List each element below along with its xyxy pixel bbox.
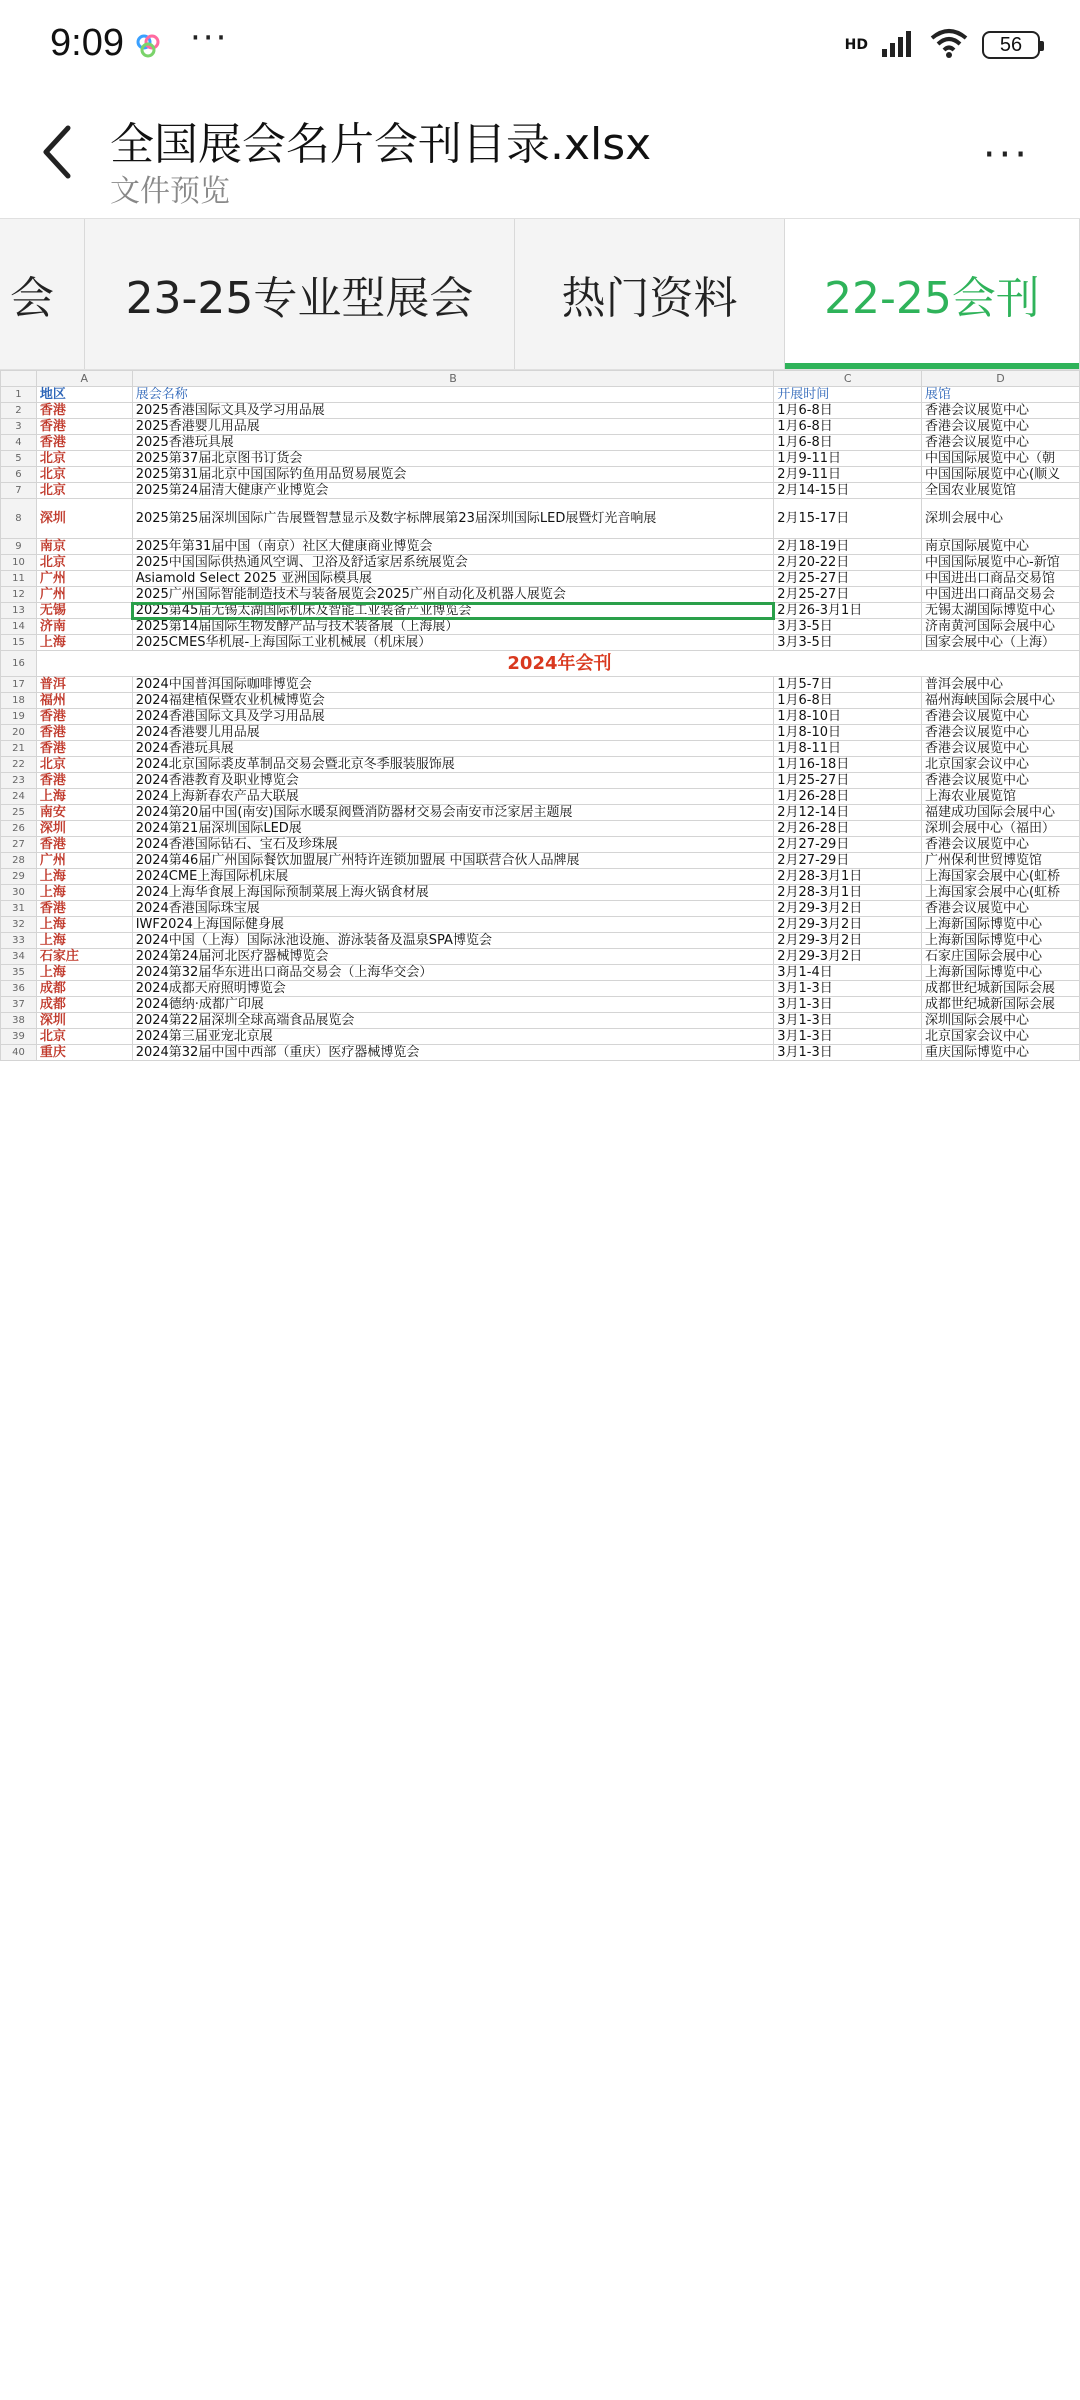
cell-exhibition-name[interactable]: 2024第32届中国中西部（重庆）医疗器械博览会 <box>132 1045 774 1061</box>
tab-hot-materials[interactable]: 热门资料 <box>515 219 785 369</box>
row-number: 16 <box>1 651 37 677</box>
table-row[interactable] <box>1 853 1080 869</box>
table-row[interactable] <box>1 483 1080 499</box>
header-venue[interactable]: 展馆 <box>922 387 1080 403</box>
cell-venue[interactable]: 石家庄国际会展中心 <box>922 949 1080 965</box>
table-row[interactable] <box>1 837 1080 853</box>
spreadsheet-table <box>0 370 1080 1061</box>
cell-venue[interactable]: 中国国际展览中心（朝 <box>922 451 1080 467</box>
cell-venue[interactable]: 深圳会展中心（福田） <box>922 821 1080 837</box>
cell-exhibition-name[interactable]: 2024中国普洱国际咖啡博览会 <box>132 677 774 693</box>
table-row[interactable] <box>1 419 1080 435</box>
cell-region[interactable]: 广州 <box>36 853 132 869</box>
row-number: 20 <box>1 725 37 741</box>
cell-date[interactable]: 3月1-3日 <box>774 997 922 1013</box>
cell-exhibition-name[interactable]: 2025香港国际文具及学习用品展 <box>132 403 774 419</box>
cell-venue[interactable]: 香港会议展览中心 <box>922 741 1080 757</box>
cell-date[interactable]: 1月9-11日 <box>774 451 922 467</box>
row-number: 31 <box>1 901 37 917</box>
cell-date[interactable]: 1月16-18日 <box>774 757 922 773</box>
cell-region[interactable]: 香港 <box>36 435 132 451</box>
table-row[interactable] <box>1 917 1080 933</box>
cell-region[interactable]: 香港 <box>36 725 132 741</box>
cell-venue[interactable]: 济南黄河国际会展中心 <box>922 619 1080 635</box>
cell-date[interactable]: 2月27-29日 <box>774 837 922 853</box>
cell-region[interactable]: 普洱 <box>36 677 132 693</box>
row-number: 11 <box>1 571 37 587</box>
cell-venue[interactable]: 香港会议展览中心 <box>922 725 1080 741</box>
table-row[interactable] <box>1 933 1080 949</box>
cell-date[interactable]: 3月1-4日 <box>774 965 922 981</box>
cell-date[interactable]: 2月28-3月1日 <box>774 869 922 885</box>
hd-indicator: HD <box>844 37 868 53</box>
column-header-row <box>1 371 1080 387</box>
section-header-row <box>1 651 1080 677</box>
table-row[interactable] <box>1 773 1080 789</box>
app-header <box>0 90 1080 210</box>
cell-venue[interactable]: 香港会议展览中心 <box>922 419 1080 435</box>
row-number: 39 <box>1 1029 37 1045</box>
table-row[interactable] <box>1 635 1080 651</box>
row-number: 26 <box>1 821 37 837</box>
cell-region[interactable]: 深圳 <box>36 821 132 837</box>
cell-region[interactable]: 香港 <box>36 403 132 419</box>
cell-exhibition-name[interactable]: 2024CME上海国际机床展 <box>132 869 774 885</box>
cell-venue[interactable]: 普洱会展中心 <box>922 677 1080 693</box>
cell-exhibition-name[interactable]: 2024香港教育及职业博览会 <box>132 773 774 789</box>
cell-date[interactable]: 2月29-3月2日 <box>774 949 922 965</box>
table-row[interactable] <box>1 587 1080 603</box>
table-row[interactable] <box>1 885 1080 901</box>
cell-region[interactable]: 上海 <box>36 635 132 651</box>
cell-region[interactable]: 北京 <box>36 555 132 571</box>
cell-region[interactable]: 香港 <box>36 741 132 757</box>
column-d-header[interactable]: D <box>922 371 1080 387</box>
row-number: 4 <box>1 435 37 451</box>
row-number: 3 <box>1 419 37 435</box>
row-number: 36 <box>1 981 37 997</box>
header-name[interactable]: 展会名称 <box>132 387 774 403</box>
row-number: 6 <box>1 467 37 483</box>
cell-venue[interactable]: 北京国家会议中心 <box>922 757 1080 773</box>
table-row[interactable] <box>1 693 1080 709</box>
cell-date[interactable]: 2月29-3月2日 <box>774 917 922 933</box>
cell-region[interactable]: 北京 <box>36 467 132 483</box>
row-number: 30 <box>1 885 37 901</box>
cell-venue[interactable]: 上海国家会展中心(虹桥 <box>922 869 1080 885</box>
row-number: 34 <box>1 949 37 965</box>
cell-venue[interactable]: 广州保利世贸博览馆 <box>922 853 1080 869</box>
cell-venue[interactable]: 香港会议展览中心 <box>922 901 1080 917</box>
cell-region[interactable]: 香港 <box>36 901 132 917</box>
cell-date[interactable]: 1月6-8日 <box>774 403 922 419</box>
cell-region[interactable]: 福州 <box>36 693 132 709</box>
row-number: 38 <box>1 1013 37 1029</box>
cell-exhibition-name[interactable]: 2024上海新春农产品大联展 <box>132 789 774 805</box>
cell-region[interactable]: 南京 <box>36 539 132 555</box>
table-row[interactable] <box>1 805 1080 821</box>
cell-venue[interactable]: 上海农业展览馆 <box>922 789 1080 805</box>
row-number: 7 <box>1 483 37 499</box>
row-number: 29 <box>1 869 37 885</box>
section-title[interactable]: 2024年会刊 <box>36 651 1079 677</box>
cell-venue[interactable]: 上海新国际博览中心 <box>922 965 1080 981</box>
table-row[interactable] <box>1 1013 1080 1029</box>
cell-region[interactable]: 重庆 <box>36 1045 132 1061</box>
row-number: 5 <box>1 451 37 467</box>
table-row[interactable] <box>1 725 1080 741</box>
cell-region[interactable]: 香港 <box>36 709 132 725</box>
cell-exhibition-name[interactable]: 2025年第31届中国（南京）社区大健康商业博览会 <box>132 539 774 555</box>
cell-region[interactable]: 香港 <box>36 773 132 789</box>
row-number: 12 <box>1 587 37 603</box>
table-row[interactable] <box>1 869 1080 885</box>
cell-region[interactable]: 上海 <box>36 869 132 885</box>
tab-22-25-catalogs[interactable]: 22-25会刊 <box>785 219 1080 369</box>
table-row[interactable] <box>1 603 1080 619</box>
cell-region[interactable]: 南安 <box>36 805 132 821</box>
cell-exhibition-name[interactable]: 2025中国国际供热通风空调、卫浴及舒适家居系统展览会 <box>132 555 774 571</box>
table-row[interactable] <box>1 571 1080 587</box>
table-row[interactable] <box>1 1029 1080 1045</box>
cell-region[interactable]: 石家庄 <box>36 949 132 965</box>
tab-23-25-exhibitions[interactable]: 23-25专业型展会 <box>85 219 515 369</box>
cell-date[interactable]: 2月12-14日 <box>774 805 922 821</box>
cell-region[interactable]: 上海 <box>36 917 132 933</box>
cell-date[interactable]: 2月9-11日 <box>774 467 922 483</box>
cell-venue[interactable]: 香港会议展览中心 <box>922 773 1080 789</box>
cell-date[interactable]: 2月26-28日 <box>774 821 922 837</box>
table-row[interactable] <box>1 1045 1080 1061</box>
cell-date[interactable]: 2月15-17日 <box>774 499 922 539</box>
cell-venue[interactable]: 上海新国际博览中心 <box>922 933 1080 949</box>
table-row[interactable] <box>1 435 1080 451</box>
cell-venue[interactable]: 福州海峡国际会展中心 <box>922 693 1080 709</box>
header-date[interactable]: 开展时间 <box>774 387 922 403</box>
cell-exhibition-name[interactable]: 2025广州国际智能制造技术与装备展览会2025广州自动化及机器人展览会 <box>132 587 774 603</box>
table-row[interactable] <box>1 709 1080 725</box>
cell-region[interactable]: 上海 <box>36 885 132 901</box>
cell-region[interactable]: 成都 <box>36 981 132 997</box>
app-notification-icon <box>135 33 161 59</box>
cell-date[interactable]: 1月8-10日 <box>774 709 922 725</box>
table-row[interactable] <box>1 539 1080 555</box>
row-number: 24 <box>1 789 37 805</box>
file-title: 全国展会名片会刊目录.xlsx <box>110 119 652 170</box>
cell-region[interactable]: 北京 <box>36 451 132 467</box>
cell-region[interactable]: 北京 <box>36 483 132 499</box>
row-number: 14 <box>1 619 37 635</box>
cell-venue[interactable]: 福建成功国际会展中心 <box>922 805 1080 821</box>
cell-date[interactable]: 2月18-19日 <box>774 539 922 555</box>
cell-exhibition-name[interactable]: 2024第46届广州国际餐饮加盟展广州特许连锁加盟展 中国联营合伙人品牌展 <box>132 853 774 869</box>
cell-date[interactable]: 1月6-8日 <box>774 693 922 709</box>
cell-date[interactable]: 3月1-3日 <box>774 981 922 997</box>
cell-exhibition-name[interactable]: 2024中国（上海）国际泳池设施、游泳装备及温泉SPA博览会 <box>132 933 774 949</box>
cell-date[interactable]: 1月6-8日 <box>774 419 922 435</box>
cell-date[interactable]: 1月26-28日 <box>774 789 922 805</box>
cell-region[interactable]: 上海 <box>36 789 132 805</box>
cell-date[interactable]: 2月14-15日 <box>774 483 922 499</box>
cell-exhibition-name[interactable]: 2025CMES华机展-上海国际工业机械展（机床展） <box>132 635 774 651</box>
battery-icon: 56 <box>982 31 1040 59</box>
table-row[interactable] <box>1 789 1080 805</box>
cell-exhibition-name[interactable]: 2024香港婴儿用品展 <box>132 725 774 741</box>
file-subtitle: 文件预览 <box>110 174 230 209</box>
cell-venue[interactable]: 北京国家会议中心 <box>922 1029 1080 1045</box>
cell-venue[interactable]: 香港会议展览中心 <box>922 709 1080 725</box>
cell-region[interactable]: 深圳 <box>36 1013 132 1029</box>
cell-venue[interactable]: 中国国际展览中心-新馆 <box>922 555 1080 571</box>
cell-date[interactable]: 1月8-11日 <box>774 741 922 757</box>
cell-exhibition-name[interactable]: 2025第31届北京中国国际钓鱼用品贸易展览会 <box>132 467 774 483</box>
cell-date[interactable]: 2月25-27日 <box>774 571 922 587</box>
table-row[interactable] <box>1 949 1080 965</box>
status-time: 9:09 <box>50 22 124 64</box>
cell-exhibition-name[interactable]: 2024香港国际珠宝展 <box>132 901 774 917</box>
cell-region[interactable]: 北京 <box>36 757 132 773</box>
cell-region[interactable]: 广州 <box>36 587 132 603</box>
column-b-header[interactable]: B <box>132 371 774 387</box>
cell-exhibition-name[interactable]: 2025香港玩具展 <box>132 435 774 451</box>
wifi-icon <box>930 28 968 62</box>
corner-cell <box>1 371 37 387</box>
back-button[interactable] <box>38 122 78 182</box>
table-row[interactable] <box>1 467 1080 483</box>
cell-exhibition-name[interactable]: 2024香港国际文具及学习用品展 <box>132 709 774 725</box>
cell-date[interactable]: 2月20-22日 <box>774 555 922 571</box>
cell-exhibition-name[interactable]: 2025第45届无锡太湖国际机床及智能工业装备产业博览会 <box>132 603 774 619</box>
header-region[interactable]: 地区 <box>36 387 132 403</box>
row-number: 19 <box>1 709 37 725</box>
cell-region[interactable]: 济南 <box>36 619 132 635</box>
cell-exhibition-name[interactable]: 2024第24届河北医疗器械博览会 <box>132 949 774 965</box>
cell-exhibition-name[interactable]: IWF2024上海国际健身展 <box>132 917 774 933</box>
row-number: 25 <box>1 805 37 821</box>
cell-venue[interactable]: 香港会议展览中心 <box>922 435 1080 451</box>
tab-prev-sheet[interactable]: 会 <box>0 219 85 369</box>
cell-venue[interactable]: 深圳国际会展中心 <box>922 1013 1080 1029</box>
cell-exhibition-name[interactable]: 2025第37届北京图书订货会 <box>132 451 774 467</box>
signal-icon <box>882 29 916 61</box>
row-number: 22 <box>1 757 37 773</box>
cell-exhibition-name[interactable]: 2024香港国际钻石、宝石及珍珠展 <box>132 837 774 853</box>
cell-venue[interactable]: 中国进出口商品交易馆 <box>922 571 1080 587</box>
cell-region[interactable]: 香港 <box>36 419 132 435</box>
cell-date[interactable]: 3月1-3日 <box>774 1013 922 1029</box>
table-row[interactable] <box>1 821 1080 837</box>
cell-region[interactable]: 广州 <box>36 571 132 587</box>
cell-venue[interactable]: 国家会展中心（上海） <box>922 635 1080 651</box>
cell-region[interactable]: 香港 <box>36 837 132 853</box>
cell-venue[interactable]: 香港会议展览中心 <box>922 837 1080 853</box>
row-number: 32 <box>1 917 37 933</box>
row-number: 35 <box>1 965 37 981</box>
cell-date[interactable]: 3月3-5日 <box>774 635 922 651</box>
cell-venue[interactable]: 无锡太湖国际博览中心 <box>922 603 1080 619</box>
cell-region[interactable]: 成都 <box>36 997 132 1013</box>
row-number: 21 <box>1 741 37 757</box>
cell-region[interactable]: 上海 <box>36 965 132 981</box>
cell-exhibition-name[interactable]: 2024成都天府照明博览会 <box>132 981 774 997</box>
row-number: 27 <box>1 837 37 853</box>
cell-date[interactable]: 2月25-27日 <box>774 587 922 603</box>
row-number: 18 <box>1 693 37 709</box>
table-row[interactable] <box>1 965 1080 981</box>
row-number: 17 <box>1 677 37 693</box>
cell-date[interactable]: 1月25-27日 <box>774 773 922 789</box>
row-number: 10 <box>1 555 37 571</box>
cell-exhibition-name[interactable]: 2024福建植保暨农业机械博览会 <box>132 693 774 709</box>
cell-date[interactable]: 3月1-3日 <box>774 1029 922 1045</box>
cell-region[interactable]: 上海 <box>36 933 132 949</box>
table-row[interactable] <box>1 403 1080 419</box>
cell-venue[interactable]: 成都世纪城新国际会展 <box>922 981 1080 997</box>
row-number: 37 <box>1 997 37 1013</box>
cell-date[interactable]: 2月27-29日 <box>774 853 922 869</box>
table-row[interactable] <box>1 997 1080 1013</box>
cell-venue[interactable]: 深圳会展中心 <box>922 499 1080 539</box>
row-number: 13 <box>1 603 37 619</box>
cell-date[interactable]: 3月3-5日 <box>774 619 922 635</box>
cell-date[interactable]: 1月6-8日 <box>774 435 922 451</box>
table-header-row <box>1 387 1080 403</box>
cell-venue[interactable]: 上海国家会展中心(虹桥 <box>922 885 1080 901</box>
table-row[interactable] <box>1 677 1080 693</box>
cell-date[interactable]: 3月1-3日 <box>774 1045 922 1061</box>
status-bar <box>0 0 1080 90</box>
row-number: 23 <box>1 773 37 789</box>
cell-exhibition-name[interactable]: 2025第25届深圳国际广告展暨智慧显示及数字标牌展第23届深圳国际LED展暨灯光音响展 <box>132 499 774 539</box>
cell-exhibition-name[interactable]: 2024德纳·成都广印展 <box>132 997 774 1013</box>
cell-exhibition-name[interactable]: 2025第24届清大健康产业博览会 <box>132 483 774 499</box>
cell-date[interactable]: 2月26-3月1日 <box>774 603 922 619</box>
cell-exhibition-name[interactable]: 2024第三届亚宠北京展 <box>132 1029 774 1045</box>
column-c-header[interactable]: C <box>774 371 922 387</box>
cell-date[interactable]: 1月5-7日 <box>774 677 922 693</box>
row-number: 40 <box>1 1045 37 1061</box>
status-more-icon: ··· <box>190 18 229 58</box>
cell-exhibition-name[interactable]: 2024香港玩具展 <box>132 741 774 757</box>
table-row[interactable] <box>1 981 1080 997</box>
table-row[interactable] <box>1 451 1080 467</box>
row-number: 1 <box>1 387 37 403</box>
table-row[interactable] <box>1 901 1080 917</box>
column-a-header[interactable]: A <box>36 371 132 387</box>
cell-venue[interactable]: 成都世纪城新国际会展 <box>922 997 1080 1013</box>
cell-date[interactable]: 1月8-10日 <box>774 725 922 741</box>
spreadsheet-preview[interactable] <box>0 370 1080 1060</box>
cell-exhibition-name[interactable]: Asiamold Select 2025 亚洲国际模具展 <box>132 571 774 587</box>
cell-exhibition-name[interactable]: 2024第32届华东进出口商品交易会（上海华交会） <box>132 965 774 981</box>
table-row[interactable] <box>1 757 1080 773</box>
table-row[interactable] <box>1 499 1080 539</box>
cell-region[interactable]: 北京 <box>36 1029 132 1045</box>
row-number: 8 <box>1 499 37 539</box>
cell-exhibition-name[interactable]: 2025第14届国际生物发酵产品与技术装备展（上海展） <box>132 619 774 635</box>
row-number: 33 <box>1 933 37 949</box>
table-row[interactable] <box>1 555 1080 571</box>
row-number: 15 <box>1 635 37 651</box>
cell-venue[interactable]: 香港会议展览中心 <box>922 403 1080 419</box>
cell-venue[interactable]: 全国农业展览馆 <box>922 483 1080 499</box>
cell-venue[interactable]: 中国国际展览中心(顺义 <box>922 467 1080 483</box>
row-number: 2 <box>1 403 37 419</box>
cell-date[interactable]: 2月29-3月2日 <box>774 933 922 949</box>
cell-exhibition-name[interactable]: 2024北京国际裘皮革制品交易会暨北京冬季服装服饰展 <box>132 757 774 773</box>
cell-region[interactable]: 无锡 <box>36 603 132 619</box>
row-number: 28 <box>1 853 37 869</box>
cell-venue[interactable]: 南京国际展览中心 <box>922 539 1080 555</box>
cell-exhibition-name[interactable]: 2025香港婴儿用品展 <box>132 419 774 435</box>
cell-venue[interactable]: 中国进出口商品交易会 <box>922 587 1080 603</box>
table-row[interactable] <box>1 619 1080 635</box>
cell-exhibition-name[interactable]: 2024第22届深圳全球高端食品展览会 <box>132 1013 774 1029</box>
sheet-tabs <box>0 218 1080 370</box>
cell-venue[interactable]: 重庆国际博览中心 <box>922 1045 1080 1061</box>
active-tab-indicator <box>785 363 1079 369</box>
cell-exhibition-name[interactable]: 2024上海华食展上海国际预制菜展上海火锅食材展 <box>132 885 774 901</box>
cell-exhibition-name[interactable]: 2024第21届深圳国际LED展 <box>132 821 774 837</box>
cell-exhibition-name[interactable]: 2024第20届中国(南安)国际水暖泵阀暨消防器材交易会南安市泛家居主题展 <box>132 805 774 821</box>
table-row[interactable] <box>1 741 1080 757</box>
cell-date[interactable]: 2月29-3月2日 <box>774 901 922 917</box>
more-menu-button[interactable]: ··· <box>982 132 1030 178</box>
row-number: 9 <box>1 539 37 555</box>
cell-venue[interactable]: 上海新国际博览中心 <box>922 917 1080 933</box>
cell-region[interactable]: 深圳 <box>36 499 132 539</box>
cell-date[interactable]: 2月28-3月1日 <box>774 885 922 901</box>
